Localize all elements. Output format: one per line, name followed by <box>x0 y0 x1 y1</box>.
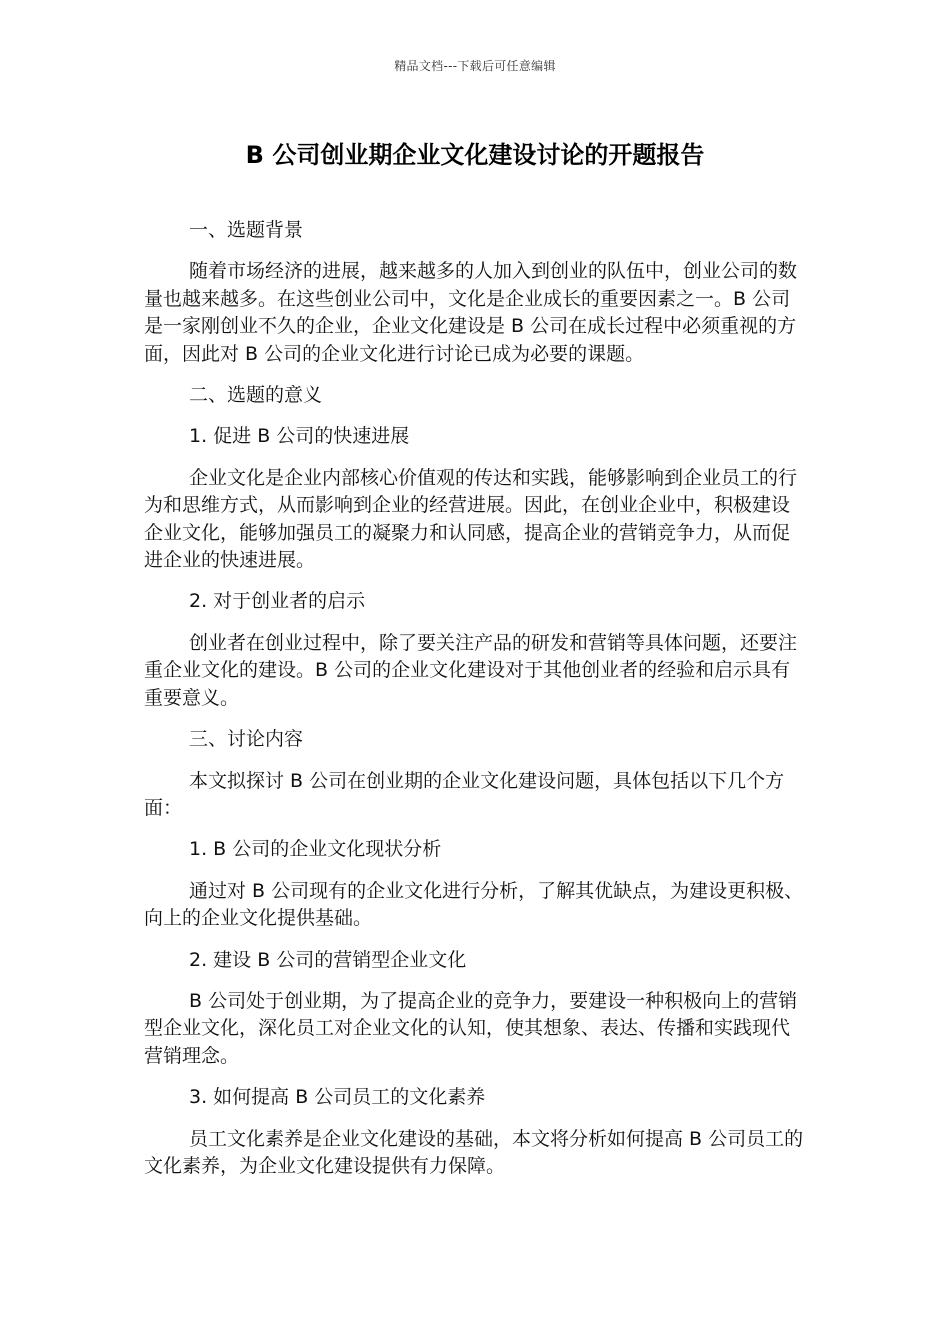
section-heading-research-content: 三、讨论内容 <box>189 728 304 751</box>
header-note: 精品文档---下载后可任意编辑 <box>394 59 556 73</box>
paragraph-entrepreneur-insight: 创业者在创业过程中，除了要关注产品的研发和营销等具体问题，还要注重企业文化的建设。B 公司的企业文化建设对于其他创业者的经验和启示具有重要意义。 <box>144 631 798 709</box>
subheading-employee-literacy: 3. 如何提高 B 公司员工的文化素养 <box>189 1086 486 1109</box>
document-title: B 公司创业期企业文化建设讨论的开题报告 <box>245 141 705 169</box>
paragraph-rapid-development: 企业文化是企业内部核心价值观的传达和实践，能够影响到企业员工的行为和思维方式，从而影响到企业的经营进展。因此，在创业企业中，积极建设企业文化，能够加强员工的凝聚力和认同感，提高企业的营销竞争力，从而促进企业的快速进展。 <box>144 466 798 572</box>
paragraph-marketing-culture: B 公司处于创业期，为了提高企业的竞争力，要建设一种积极向上的营销型企业文化，深化员工对企业文化的认知，使其想象、表达、传播和实践现代营销理念。 <box>144 989 798 1067</box>
subheading-culture-analysis: 1. B 公司的企业文化现状分析 <box>189 838 442 861</box>
paragraph-employee-literacy: 员工文化素养是企业文化建设的基础，本文将分析如何提高 B 公司员工的文化素养，为企业文化建设提供有力保障。 <box>144 1127 804 1177</box>
document-body <box>144 217 806 1194</box>
subheading-rapid-development: 1. 促进 B 公司的快速进展 <box>189 425 410 448</box>
paragraph-research-content: 本文拟探讨 B 公司在创业期的企业文化建设问题，具体包括以下几个方面： <box>144 769 785 819</box>
subheading-marketing-culture: 2. 建设 B 公司的营销型企业文化 <box>189 948 467 971</box>
section-heading-background: 一、选题背景 <box>189 219 304 241</box>
section-heading-significance: 二、选题的意义 <box>189 384 323 407</box>
paragraph-background: 随着市场经济的进展，越来越多的人加入到创业的队伍中，创业公司的数量也越来越多。在这些创业公司中，文化是企业成长的重要因素之一。B 公司是一家刚创业不久的企业，企业文化建设是 B 公司在成长过程中必须重视的方面，因此对 B 公司的企业文化进行讨论已成为必要的课题。 <box>144 260 798 365</box>
paragraph-culture-analysis: 通过对 B 公司现有的企业文化进行分析，了解其优缺点，为建设更积极、向上的企业文化提供基础。 <box>144 879 804 930</box>
subheading-entrepreneur-insight: 2. 对于创业者的启示 <box>189 590 366 613</box>
